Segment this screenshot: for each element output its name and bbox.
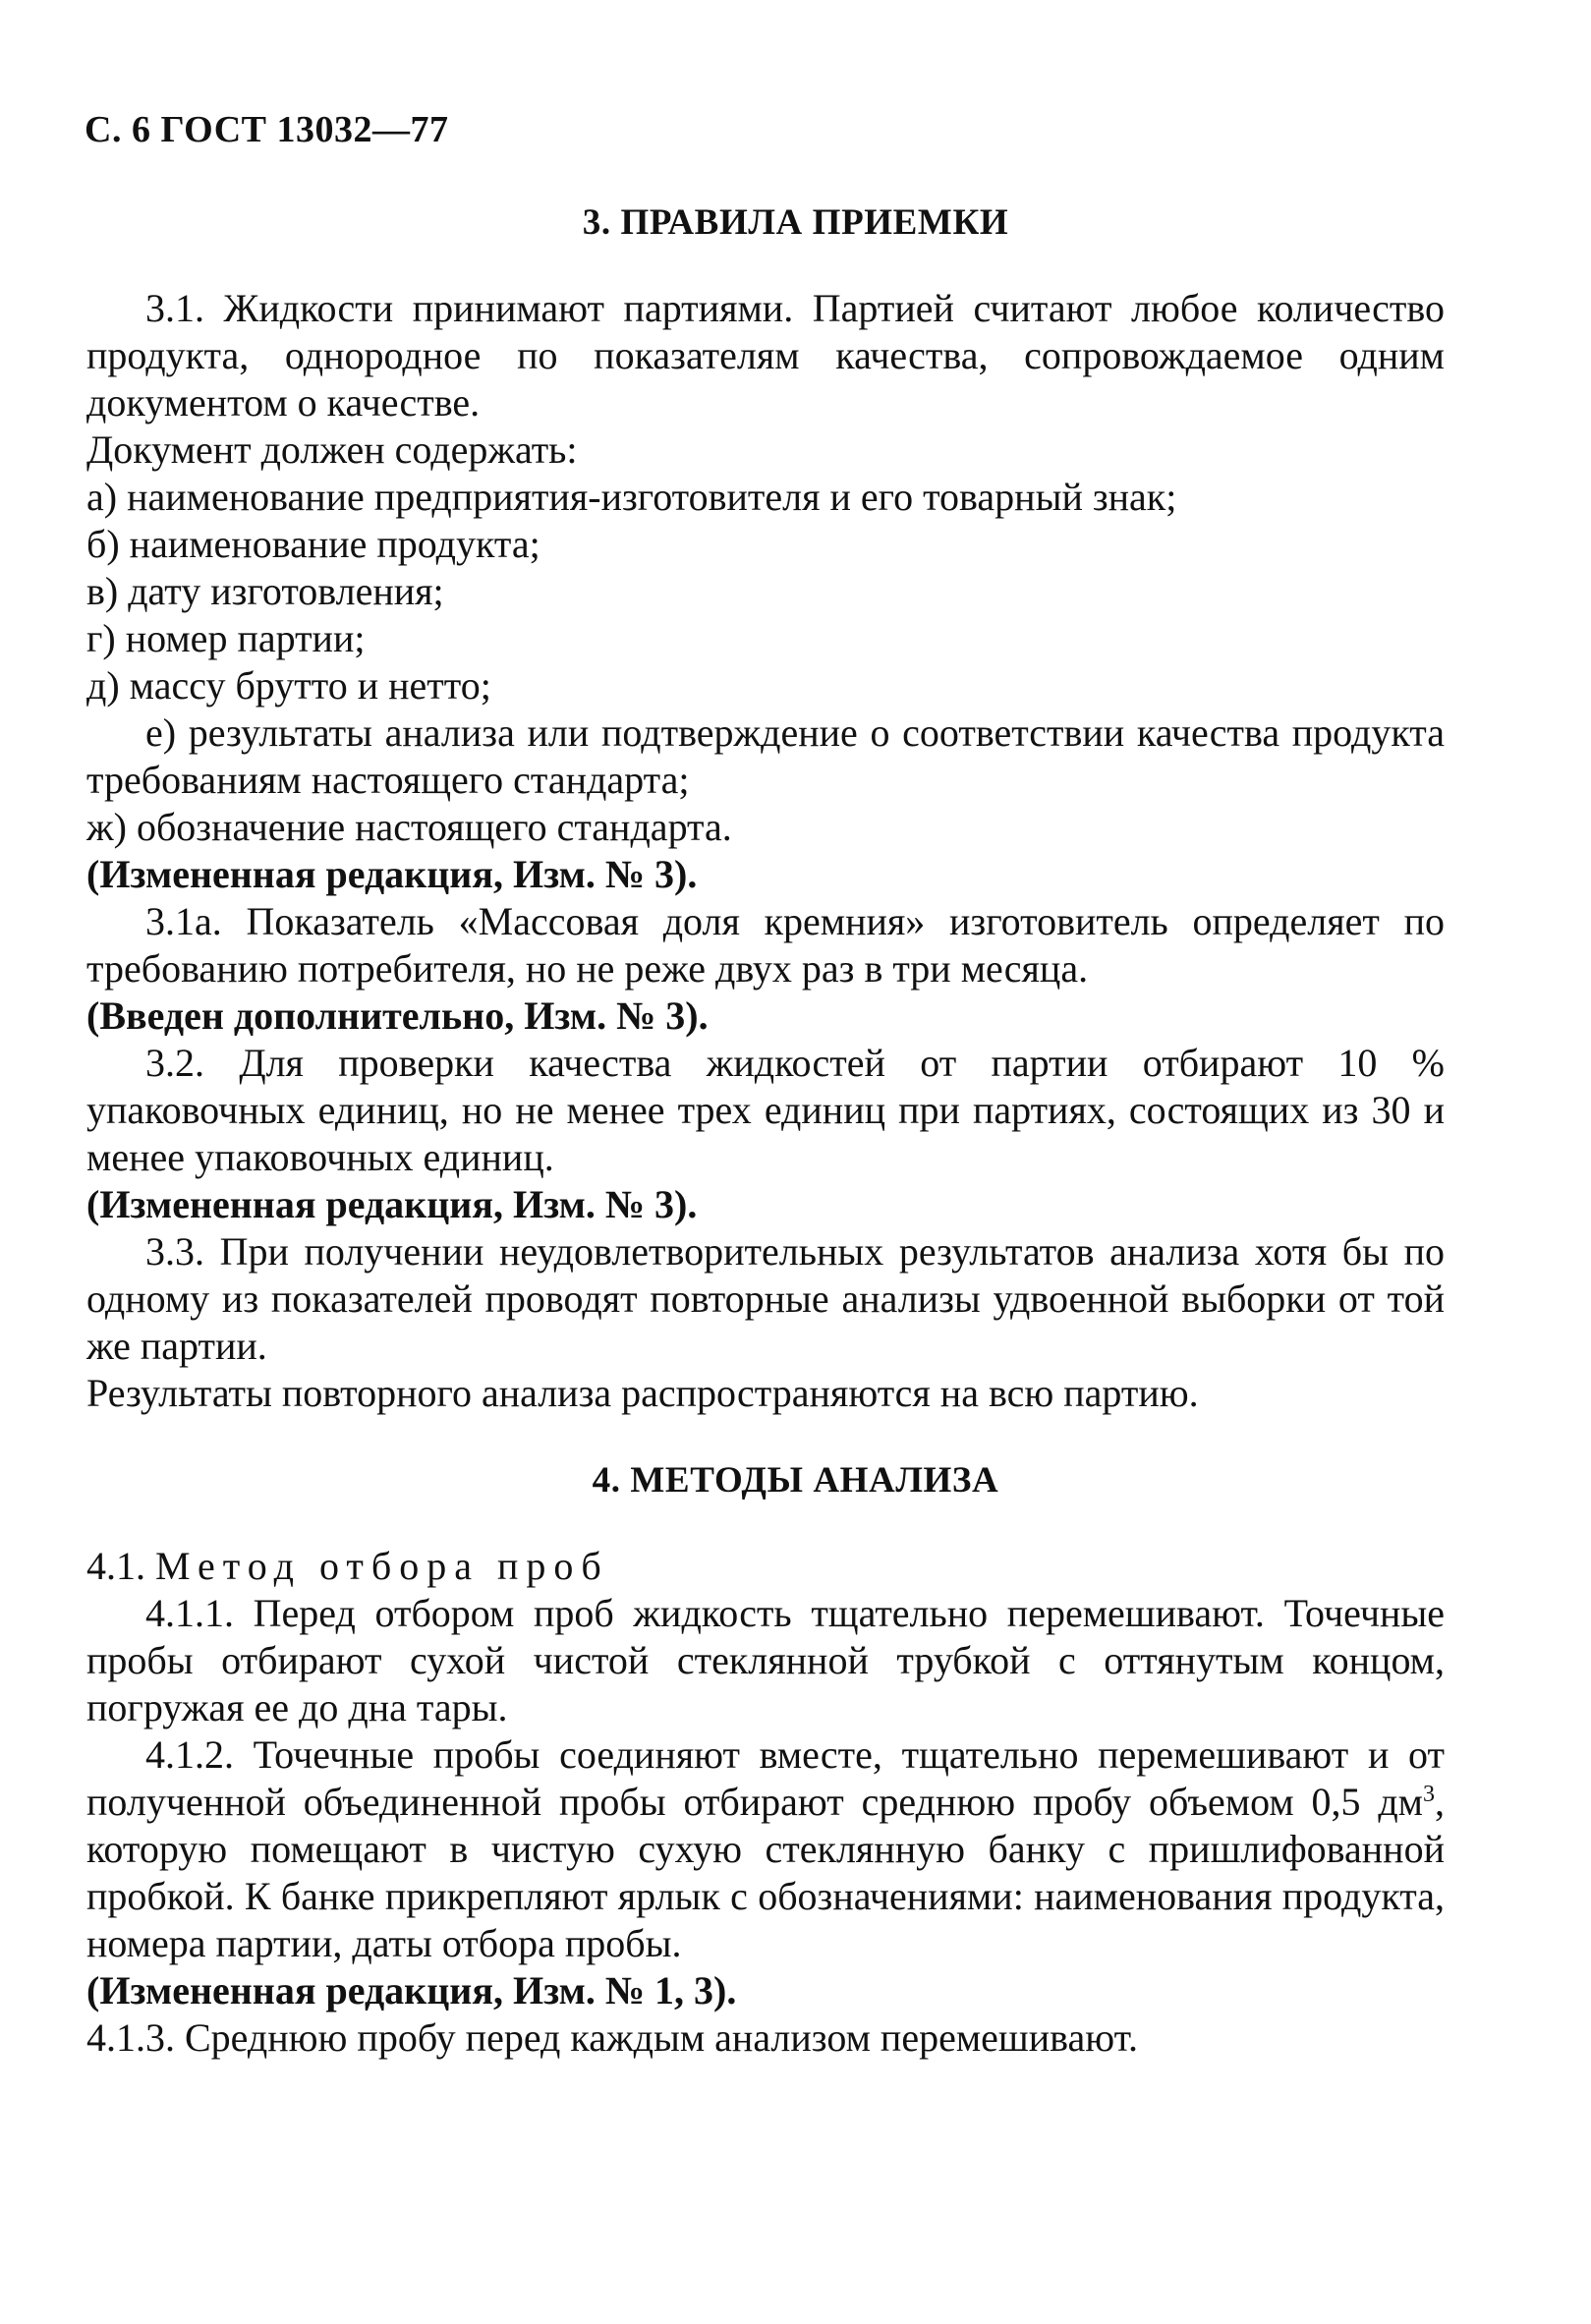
paragraph-4-1-3: 4.1.3. Среднюю пробу перед каждым анализом перемешивают. — [86, 2015, 1139, 2060]
list-item-b: б) наименование продукта; — [86, 522, 540, 566]
subsection-title: Метод отбора проб — [155, 1544, 609, 1588]
amendment-note: (Измененная редакция, Изм. № 1, 3). — [86, 1968, 737, 2012]
subsection-4-1-heading — [86, 1543, 1445, 1590]
section-3-body — [86, 285, 1445, 1417]
amendment-note: (Измененная редакция, Изм. № 3). — [86, 852, 698, 896]
list-item-g: г) номер партии; — [86, 616, 366, 660]
paragraph-3-1a: 3.1а. Показатель «Массовая доля кремния» изготовитель определяет по требованию потребителя, но не реже двух раз в три месяца. — [86, 899, 1445, 991]
superscript-cube: 3 — [1423, 1782, 1435, 1807]
list-item-d: д) массу брутто и нетто; — [86, 663, 491, 708]
paragraph-3-3: 3.3. При получении неудовлетворительных результатов анализа хотя бы по одному из показателей проводят повторные анализы удвоенной выборки от той же партии. — [86, 1229, 1445, 1368]
list-item-e: е) результаты анализа или подтверждение о соответствии качества продукта требованиям настоящего стандарта; — [86, 710, 1445, 802]
paragraph-4-1-1: 4.1.1. Перед отбором проб жидкость тщательно перемешивают. Точечные пробы отбирают сухой чистой стеклянной трубкой с оттянутым концом, погружая ее до дна тары. — [86, 1591, 1445, 1729]
list-item-a: а) наименование предприятия-изготовителя и его товарный знак; — [86, 475, 1177, 519]
amendment-note: (Измененная редакция, Изм. № 3). — [86, 1182, 698, 1226]
paragraph-4-1-2 — [86, 1731, 1445, 1967]
section-3-title: 3. ПРАВИЛА ПРИЕМКИ — [582, 202, 1009, 243]
list-item-v: в) дату изготовления; — [86, 569, 444, 613]
section-4-title: 4. МЕТОДЫ АНАЛИЗА — [592, 1460, 999, 1501]
paragraph-3-3-result: Результаты повторного анализа распространяются на всю партию. — [86, 1371, 1199, 1415]
document-requirements-intro: Документ должен содержать: — [86, 427, 578, 472]
subsection-number: 4.1. — [86, 1544, 145, 1588]
amendment-note: (Введен дополнительно, Изм. № 3). — [86, 993, 709, 1038]
paragraph-3-2: 3.2. Для проверки качества жидкостей от партии отбирают 10 % упаковочных единиц, но не менее трех единиц при партиях, состоящих из 30 и менее упаковочных единиц. — [86, 1041, 1445, 1179]
page-header: С. 6 ГОСТ 13032—77 — [85, 109, 449, 150]
paragraph-4-1-2-part-1: 4.1.2. Точечные пробы соединяют вместе, тщательно перемешивают и от полученной объединенной пробы отбирают среднюю пробу объемом 0,5 дм — [86, 1732, 1445, 1824]
list-item-zh: ж) обозначение настоящего стандарта. — [86, 805, 732, 849]
section-4-body — [86, 1543, 1445, 2062]
paragraph-3-1: 3.1. Жидкости принимают партиями. Партией считают любое количество продукта, однородное по показателям качества, сопровождаемое одним документом о качестве. — [86, 286, 1445, 425]
paragraph-4-1-2-part-2: , которую помещают в чистую сухую стеклянную банку с пришлифованной пробкой. К банке прикрепляют ярлык с обозначениями: наименования продукта, номера партии, даты отбора пробы. — [86, 1780, 1445, 1965]
